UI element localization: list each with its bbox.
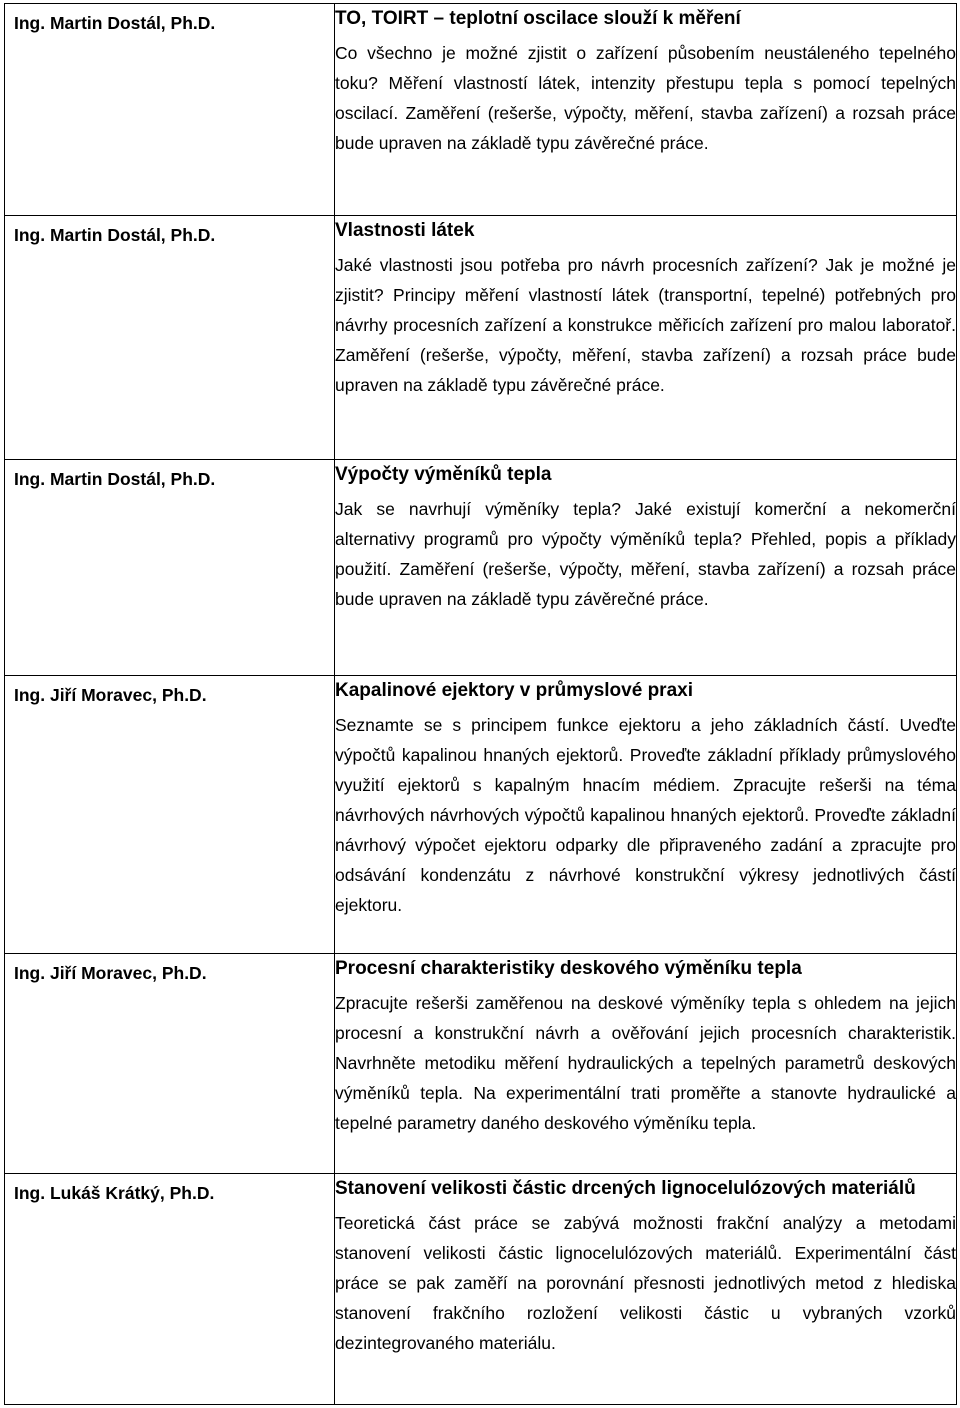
topic-cell (335, 4, 957, 216)
topic-cell (335, 954, 957, 1174)
supervisor-cell (5, 676, 335, 954)
topic-description: Co všechno je možné zjistit o zařízení působením neustáleného tepelného toku? Měření vlastností látek, intenzity přestupu tepla s pomocí tepelných oscilací. Zaměření (rešerše, výpočty, měření, stavba zařízení) a rozsah práce bude upraven na základě typu závěrečné práce. (335, 43, 956, 153)
supervisor-name: Ing. Martin Dostál, Ph.D. (14, 225, 216, 245)
topic-title: Výpočty výměníků tepla (335, 464, 552, 485)
topic-cell (335, 460, 957, 676)
topic-row (5, 4, 957, 216)
topic-title: Procesní charakteristiky deskového výměníku tepla (335, 958, 802, 979)
topic-row (5, 216, 957, 460)
topic-title: TO, TOIRT – teplotní oscilace slouží k měření (335, 8, 741, 29)
supervisor-cell (5, 1174, 335, 1405)
supervisor-cell (5, 4, 335, 216)
thesis-topics-table (4, 3, 957, 1405)
supervisor-name: Ing. Jiří Moravec, Ph.D. (14, 963, 207, 983)
supervisor-cell (5, 954, 335, 1174)
topic-description: Teoretická část práce se zabývá možnosti frakční analýzy a metodami stanovení velikosti částic lignocelulózových materiálů. Experimentální část práce se pak zaměří na porovnání přesnosti jednotlivých metod z hlediska stanovení frakčního rozložení velikosti částic u vybraných vzorků dezintegrovaného materiálu. (335, 1213, 956, 1353)
supervisor-cell (5, 460, 335, 676)
topic-description: Jaké vlastnosti jsou potřeba pro návrh procesních zařízení? Jak je možné je zjistit? Principy měření vlastností látek (transportní, tepelné) potřebných pro návrhy procesních zařízení a konstrukce měřicích zařízení pro malou laboratoř. Zaměření (rešerše, výpočty, měření, stavba zařízení) a rozsah práce bude upraven na základě typu závěrečné práce. (335, 255, 956, 395)
topic-row (5, 460, 957, 676)
topic-row (5, 676, 957, 954)
supervisor-name: Ing. Jiří Moravec, Ph.D. (14, 685, 207, 705)
topic-cell (335, 676, 957, 954)
topic-row (5, 954, 957, 1174)
topic-row (5, 1174, 957, 1405)
topic-title: Vlastnosti látek (335, 220, 475, 241)
topic-description: Zpracujte rešerši zaměřenou na deskové výměníky tepla s ohledem na jejich procesní a konstrukční návrh a ověřování jejich procesních charakteristik. Navrhněte metodiku měření hydraulických a tepelných parametrů deskových výměníků tepla. Na experimentální trati proměřte a stanovte hydraulické a tepelné parametry daného deskového výměníku tepla. (335, 993, 956, 1133)
topic-title: Stanovení velikosti částic drcených lignocelulózových materiálů (335, 1178, 916, 1199)
topic-cell (335, 1174, 957, 1405)
topic-description: Seznamte se s principem funkce ejektoru a jeho základních částí. Uveďte výpočtů kapalinou hnaných ejektorů. Proveďte základní příklady průmyslového využití ejektorů s kapalným hnacím médiem. Zpracujte rešerši na téma návrhových návrhových výpočtů kapalinou hnaných ejektorů. Proveďte základní návrhový výpočet ejektoru odparky dle připraveného zadání a zpracujte pro odsávání kondenzátu z návrhové konstrukční výkresy jednotlivých částí ejektoru. (335, 715, 956, 915)
supervisor-name: Ing. Lukáš Krátký, Ph.D. (14, 1183, 215, 1203)
topic-description: Jak se navrhují výměníky tepla? Jaké existují komerční a nekomerční alternativy programů pro výpočty výměníků tepla? Přehled, popis a příklady použití. Zaměření (rešerše, výpočty, měření, stavba zařízení) a rozsah práce bude upraven na základě typu závěrečné práce. (335, 499, 956, 609)
supervisor-cell (5, 216, 335, 460)
supervisor-name: Ing. Martin Dostál, Ph.D. (14, 13, 216, 33)
topic-title: Kapalinové ejektory v průmyslové praxi (335, 680, 693, 701)
topic-cell (335, 216, 957, 460)
supervisor-name: Ing. Martin Dostál, Ph.D. (14, 469, 216, 489)
